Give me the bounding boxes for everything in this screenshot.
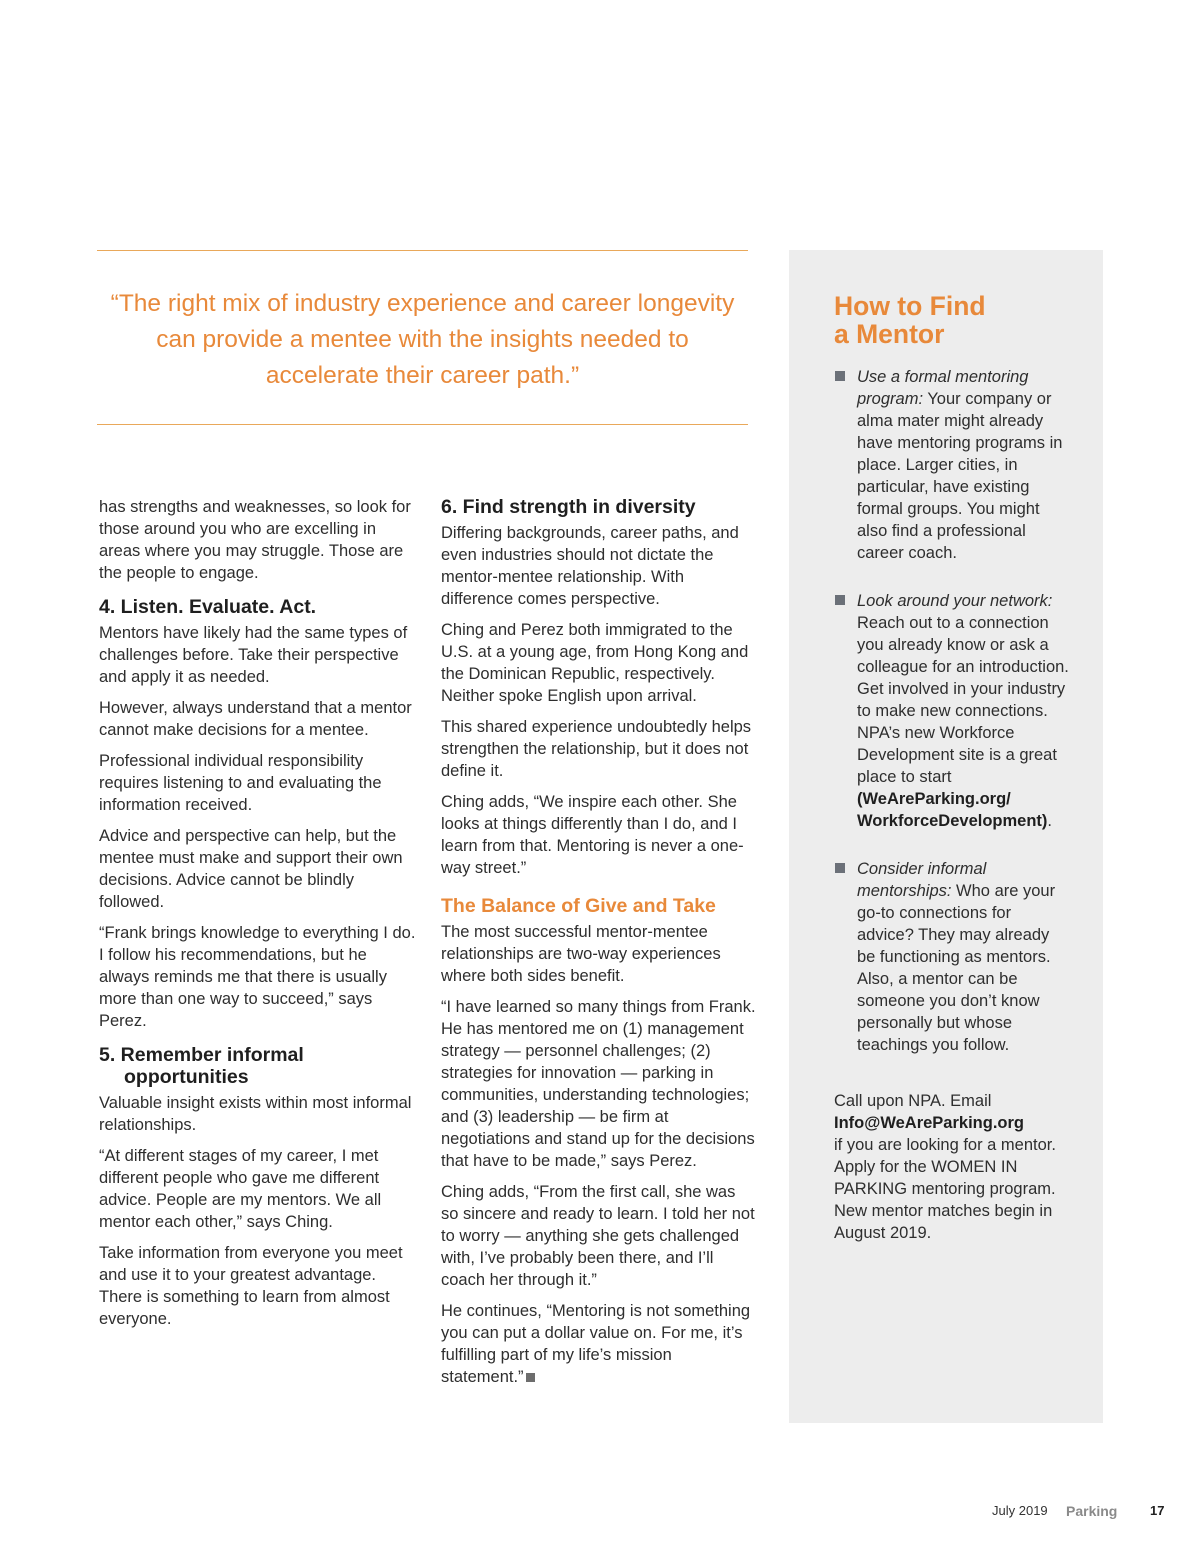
list-item xyxy=(834,366,1069,564)
sidebar-title-line: a Mentor xyxy=(834,319,945,349)
paragraph: Professional individual responsibility requires listening to and evaluating the information received. xyxy=(99,752,382,814)
article-column-right xyxy=(441,496,756,1397)
paragraph: Ching and Perez both immigrated to the U.S. at a young age, from Hong Kong and the Dominican Republic, respectively. Neither spoke English upon arrival. xyxy=(441,621,749,705)
page-footer xyxy=(0,1503,1200,1523)
pull-quote: “The right mix of industry experience and career longevity can provide a mentee with the insights needed to accelerate their career path.” xyxy=(110,290,735,389)
section-heading-5 xyxy=(99,1044,419,1088)
section-heading-4: 4. Listen. Evaluate. Act. xyxy=(99,596,317,618)
tip-text-end: . xyxy=(1047,812,1052,830)
paragraph: Mentors have likely had the same types of challenges before. Take their perspective and apply it as needed. xyxy=(99,624,408,686)
paragraph: Ching adds, “We inspire each other. She looks at things differently than I do, and I learn from that. Mentoring is never a one-way street.” xyxy=(441,793,744,877)
section-heading-6: 6. Find strength in diversity xyxy=(441,496,696,518)
square-bullet-icon xyxy=(835,863,845,873)
paragraph: “I have learned so many things from Frank. He has mentored me on (1) management strategy — personnel challenges; (2) strategies for innovation — parking in communities, understanding technologies; and (3) leadership — be firm at negotiations and stand up for the decisions that have to be made,” says Perez. xyxy=(441,998,756,1170)
bottom-rule xyxy=(97,424,748,425)
paragraph: Advice and perspective can help, but the mentee must make and support their own decisions. Advice cannot be blindly followed. xyxy=(99,827,403,911)
paragraph: Valuable insight exists within most informal relationships. xyxy=(99,1094,412,1134)
tip-text: Your company or alma mater might already have mentoring programs in place. Larger cities, in particular, have existing formal groups. You might also find a professional career coach. xyxy=(857,390,1063,562)
tip-lead: Consider informal mentorships: xyxy=(857,860,987,900)
subheading-balance: The Balance of Give and Take xyxy=(441,895,716,917)
sidebar-title xyxy=(834,292,1069,348)
square-bullet-icon xyxy=(835,371,845,381)
paragraph: However, always understand that a mentor cannot make decisions for a mentee. xyxy=(99,699,412,739)
paragraph: has strengths and weaknesses, so look for those around you who are excelling in areas where you may struggle. Those are the people to engage. xyxy=(99,498,411,582)
heading-line: 5. Remember informal xyxy=(99,1044,304,1066)
paragraph-text: He continues, “Mentoring is not something you can put a dollar value on. For me, it’s fulfilling part of my life’s mission statement.” xyxy=(441,1302,751,1386)
list-item xyxy=(834,590,1069,832)
list-item xyxy=(834,858,1069,1056)
sidebar-how-to-find-mentor xyxy=(789,250,1103,1423)
article-column-left xyxy=(99,496,419,1339)
page-number: 17 xyxy=(1150,1503,1165,1518)
call-text-rest: if you are looking for a mentor. Apply for the WOMEN IN PARKING mentoring program. New mentor matches begin in August 2019. xyxy=(834,1136,1056,1242)
tip-text: Reach out to a connection you already know or ask a colleague for an introduction. Get involved in your industry to make new connections. NPA’s new Workforce Development site is a great place to start xyxy=(857,614,1069,786)
email-link[interactable]: Info@WeAreParking.org xyxy=(834,1114,1024,1132)
call-text: Call upon NPA. Email xyxy=(834,1092,992,1110)
tip-lead: Look around your network: xyxy=(857,592,1053,610)
top-rule xyxy=(97,250,748,251)
call-to-action xyxy=(834,1090,1069,1244)
paragraph: Ching adds, “From the first call, she was so sincere and ready to learn. I told her not to worry — anything she gets challenged with, I’ve probably been there, and I’ll coach her through it.” xyxy=(441,1183,755,1289)
issue-date: July 2019 xyxy=(992,1503,1048,1518)
square-bullet-icon xyxy=(835,595,845,605)
paragraph: “Frank brings knowledge to everything I do. I follow his recommendations, but he always reminds me that there is usually more than one way to succeed,” says Perez. xyxy=(99,924,416,1030)
paragraph: Differing backgrounds, career paths, and even industries should not dictate the mentor-mentee relationship. With difference comes perspective. xyxy=(441,524,739,608)
end-square-icon xyxy=(526,1373,535,1382)
call-paragraph xyxy=(834,1090,1069,1244)
paragraph: “At different stages of my career, I met different people who gave me different advice. People are my mentors. We all mentor each other,” says Ching. xyxy=(99,1147,382,1231)
magazine-name: Parking xyxy=(1066,1503,1118,1519)
paragraph: Take information from everyone you meet and use it to your greatest advantage. There is something to learn from almost everyone. xyxy=(99,1244,403,1328)
workforce-link[interactable]: (WeAreParking.org/ WorkforceDevelopment) xyxy=(857,790,1048,830)
paragraph: This shared experience undoubtedly helps strengthen the relationship, but it does not define it. xyxy=(441,718,752,780)
paragraph: The most successful mentor-mentee relationships are two-way experiences where both sides benefit. xyxy=(441,923,721,985)
heading-line: opportunities xyxy=(124,1066,249,1088)
tips-list xyxy=(834,366,1069,1056)
paragraph-final xyxy=(441,1300,756,1388)
sidebar-title-line: How to Find xyxy=(834,291,986,321)
tip-lead: Use a formal mentoring program: xyxy=(857,368,1029,408)
tip-text: Who are your go-to connections for advice? They may already be functioning as mentors. Also, a mentor can be someone you don’t know personally but whose teachings you follow. xyxy=(857,882,1056,1054)
